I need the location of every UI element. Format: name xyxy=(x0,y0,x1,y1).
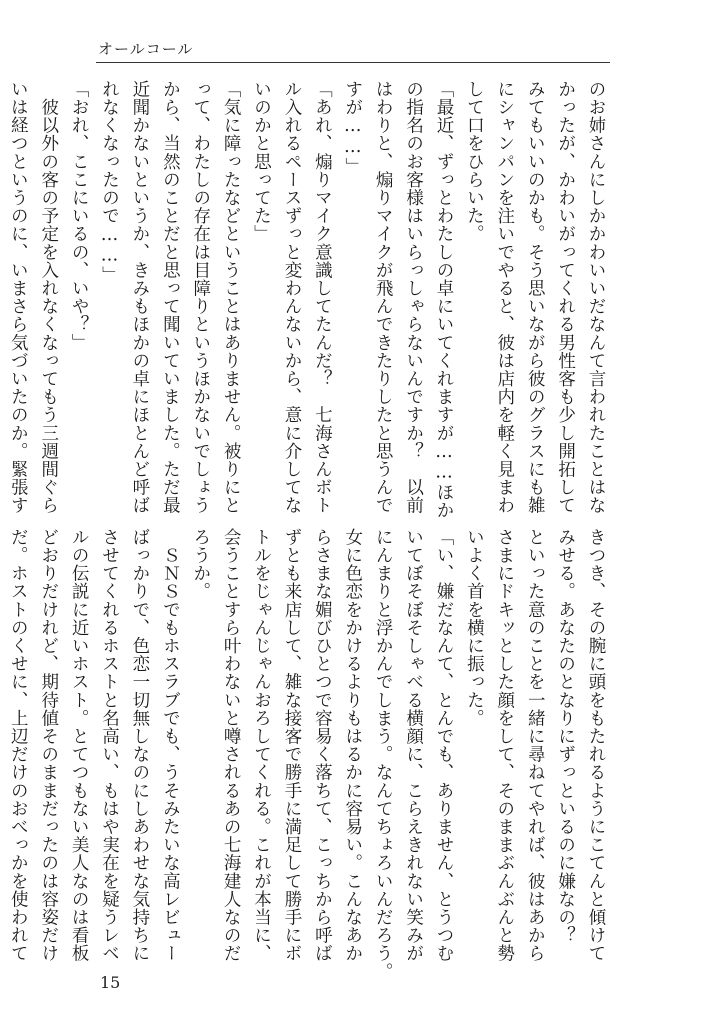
text-line: ろうか。 xyxy=(190,528,211,601)
text-line: ル入れるペースずっと変わんないから、意に介してな xyxy=(281,80,302,515)
text-line: させてくれるホストと名高い、もはや実在を疑うレベ xyxy=(99,528,120,963)
text-line: さまにドキッとした顔をして、そのままぶんぶんと勢 xyxy=(494,528,515,963)
text-line: 「あれ、煽りマイク意識してたんだ？ 七海さんボト xyxy=(312,80,333,515)
text-line: の指名のお客様はいらっしゃらないんですか？ 以前 xyxy=(403,80,424,515)
text-line: 彼以外の客の予定を入れなくなってもう三週間ぐら xyxy=(38,80,59,515)
text-line: れなくなったので……」 xyxy=(99,80,120,285)
text-line: 「気に障ったなどということはありません。被りにと xyxy=(221,80,242,515)
text-line: にんまりと浮かんでしまう。なんてちょろいんだろう。 xyxy=(373,528,394,981)
text-line: すが……」 xyxy=(342,80,363,176)
text-line: 「最近、ずっとわたしの卓にいてくれますが……ほか xyxy=(433,80,454,520)
text-line: いてぼそぼそしゃべる横顔に、こらえきれない笑みが xyxy=(403,528,424,963)
text-line xyxy=(0,80,3,510)
text-line: にシャンパンを注いでやると、彼は店内を軽く見まわ xyxy=(494,80,515,515)
text-line: はわりと、煽りマイクが飛んできたりしたと思うんで xyxy=(373,80,394,515)
text-line: 近聞かないというか、きみもほかの卓にほとんど呼ば xyxy=(129,80,150,515)
text-line: 「おれ、ここにいるの、いや？」 xyxy=(69,80,90,352)
text-line: 会うことすら叶わないと噂されるあの七海建人なのだ xyxy=(221,528,242,963)
text-line: のお姉さんにしかかわいいだなんて言われたことはな xyxy=(586,80,606,515)
text-line: いのかと思ってた」 xyxy=(251,80,272,243)
text-line xyxy=(0,528,3,958)
text-line: らさまな媚びひとつで容易く落ちて、こっちから呼ば xyxy=(312,528,333,963)
text-line: 女に色恋をかけるよりもはるかに容易い。こんなあか xyxy=(342,528,363,963)
text-line: 「い、嫌だなんて、とんでも、ありません、とうつむ xyxy=(433,528,454,963)
text-line: いよく首を横に振った。 xyxy=(464,528,485,728)
text-line: どおりだけれど、期待値そのままだったのは容姿だけ xyxy=(38,528,59,963)
text-line: といった意のことを一緒に尋ねてやれば、彼はあから xyxy=(525,528,546,963)
header-divider xyxy=(96,62,610,63)
text-line: ばっかりで、色恋一切無しなのにしあわせな気持ちに xyxy=(129,528,150,963)
text-line: だ。ホストのくせに、上辺だけのおべっかを使われて xyxy=(8,528,29,963)
text-line: から、当然のことだと思って聞いていました。ただ最 xyxy=(160,80,181,515)
text-line: いは経つというのに、いまさら気づいたのか。緊張す xyxy=(8,80,29,515)
text-line: みてもいいのかも。そう思いながら彼のグラスにも雑 xyxy=(525,80,546,515)
running-head-title: オールコール xyxy=(98,40,194,58)
text-line: ＳＮＳでもホスラブでも、うそみたいな高レビュー xyxy=(160,528,181,963)
lower-text-block xyxy=(8,528,611,981)
text-line: ルの伝説に近いホスト。とてつもない美人なのは看板 xyxy=(69,528,90,963)
upper-text-block xyxy=(8,80,611,520)
text-line: ずとも来店して、雑な接客で勝手に満足して勝手にボ xyxy=(281,528,302,963)
text-line: かったが、かわいがってくれる男性客も少し開拓して xyxy=(555,80,576,515)
text-line: みせる。あなたのとなりにずっといるのに嫌なの？ xyxy=(555,528,576,963)
text-line: って、わたしの存在は目障りというほかないでしょう xyxy=(190,80,211,515)
text-line: きつき、その腕に頭をもたれるようにこてんと傾けて xyxy=(586,528,606,963)
text-line: して口をひらいた。 xyxy=(464,80,485,243)
text-line: トルをじゃんじゃんおろしてくれる。これが本当に、 xyxy=(251,528,272,963)
page-number: 15 xyxy=(100,973,121,992)
